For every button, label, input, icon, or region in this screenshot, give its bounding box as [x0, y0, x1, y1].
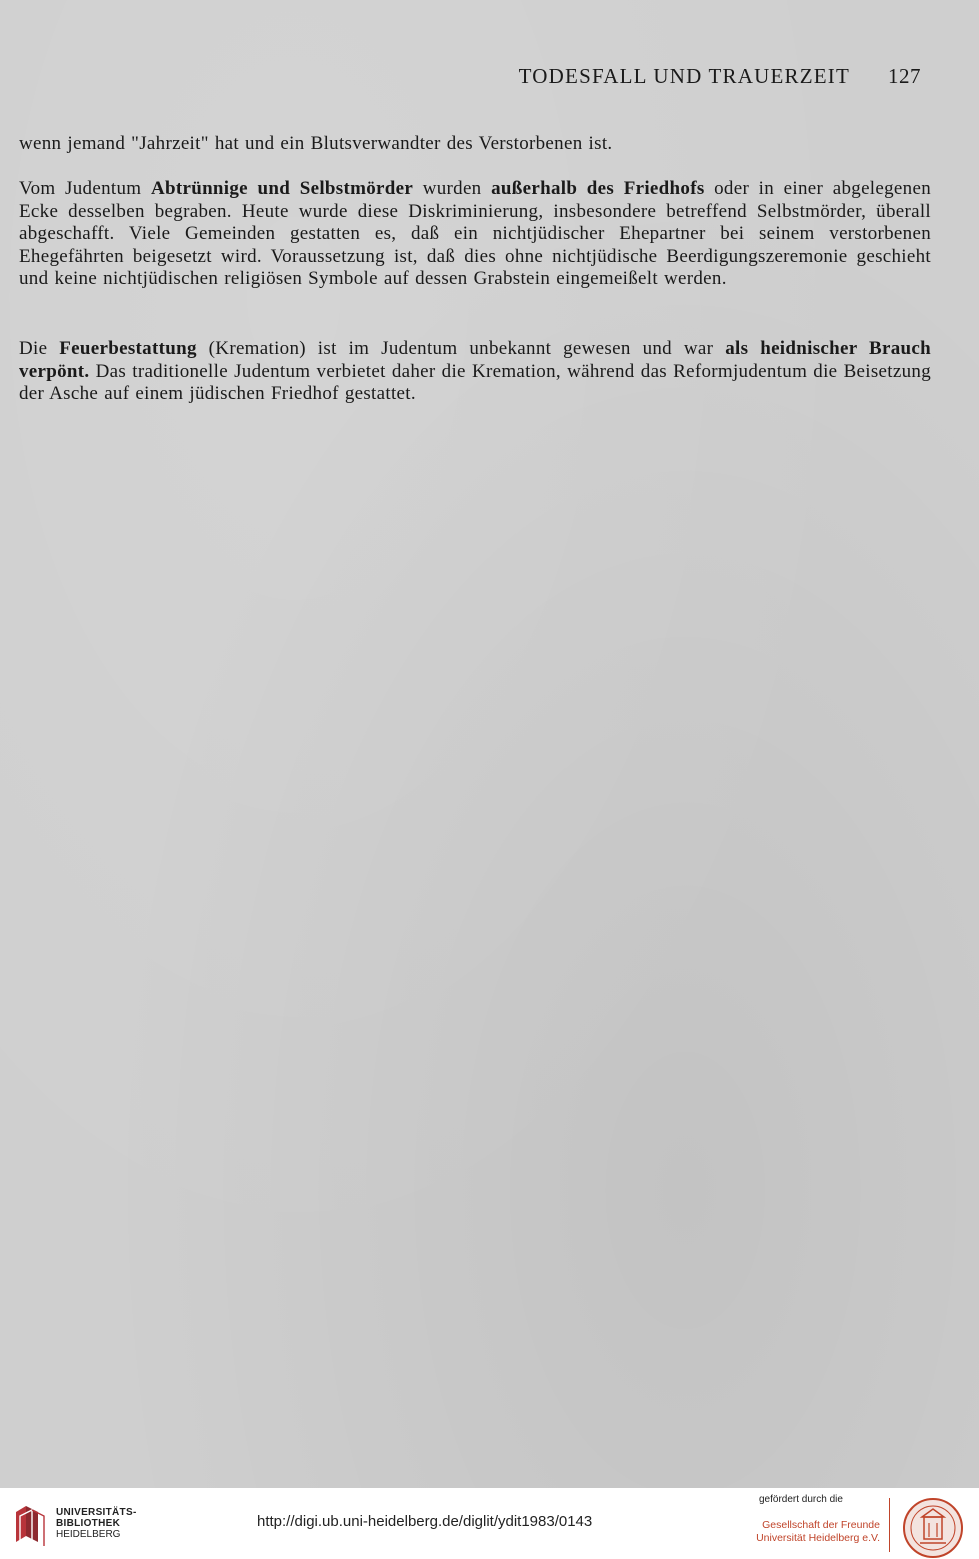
sponsor-label: gefördert durch die [759, 1494, 843, 1505]
footer-bar [0, 1488, 979, 1559]
paragraph-2-text-a: Vom Judentum [19, 178, 151, 199]
library-logo-icon [12, 1502, 48, 1546]
chapter-title: TODESFALL UND TRAUERZEIT [518, 64, 850, 88]
library-name-line2: BIBLIOTHEK [56, 1518, 121, 1529]
bold-term-feuerbestattung: Feuerbestattung [59, 338, 197, 359]
bold-term-abtruennige: Abtrünnige und Selbstmörder [150, 178, 414, 199]
paragraph-1-text: wenn jemand "Jahrzeit" hat und ein Blutsverwandter des Verstorbenen ist. [19, 133, 613, 154]
paragraph-jahrzeit [19, 133, 931, 156]
page-number: 127 [888, 64, 921, 88]
university-seal-icon [902, 1497, 964, 1559]
sponsor-divider [889, 1498, 890, 1552]
bold-term-heidnischer-brauch: als heidnischer Brauch verpönt. [19, 338, 932, 382]
paragraph-3-text-b: (Kremation) ist im Judentum unbekannt gewesen und war [196, 338, 726, 359]
paragraph-2-text-b: wurden [413, 178, 492, 199]
paragraph-3-text-a: Die [19, 338, 60, 359]
library-name-line3: HEIDELBERG [56, 1529, 121, 1540]
sponsor-name-line2: Universität Heidelberg e.V. [756, 1532, 880, 1544]
paragraph-2-text-c: oder in einer abgelegenen Ecke desselben begraben. Heute wurde diese Diskriminierung, insbesondere betreffend Selbstmörder, überall abgeschafft. Viele Gemeinden gestatten es, daß ein nichtjüdischer Ehepartner bei seinem verstorbenen Ehegefährten beigesetzt wird. Voraussetzung ist, daß dies ohne nichtjüdische Beerdigungszeremonie geschieht und keine nichtjüdischen religiösen Symbole auf dessen Grabstein eingemeißelt werden. [19, 178, 931, 289]
paragraph-selbstmoerder [19, 178, 931, 291]
bold-term-ausserhalb: außerhalb des Friedhofs [491, 178, 705, 199]
sponsor-name-line1: Gesellschaft der Freunde [762, 1519, 880, 1531]
running-head [519, 64, 921, 89]
source-url-link[interactable]: http://digi.ub.uni-heidelberg.de/diglit/ydit1983/0143 [257, 1513, 593, 1530]
sponsor-name [744, 1519, 880, 1545]
library-name-line1: UNIVERSITÄTS- [56, 1507, 137, 1518]
library-name [56, 1507, 137, 1540]
paragraph-feuerbestattung [19, 338, 931, 406]
paragraph-3-text-c: Das traditionelle Judentum verbietet daher die Kremation, während das Reformjudentum die Beisetzung der Asche auf einem jüdischen Friedhof gestattet. [19, 360, 931, 404]
